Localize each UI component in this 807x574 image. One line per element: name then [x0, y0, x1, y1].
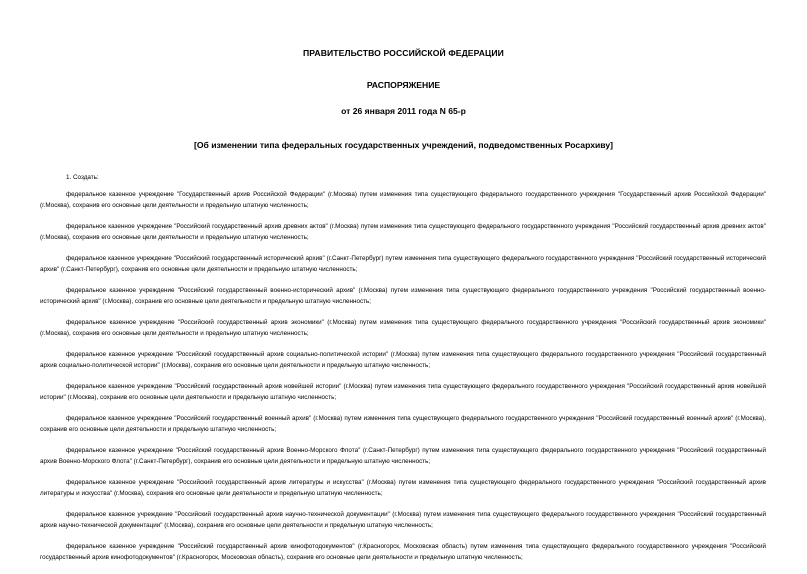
list-item: федеральное казенное учреждение "Государственный архив Российской Федерации" (г.Москва) путем изменения типа существующего федерального государственного учреждения "Государственный архив Российской Федерации" (г.Москва), сохранив его основные цели деятельности и предельную штатную численность;	[40, 191, 766, 209]
clause-intro: 1. Создать:	[66, 174, 99, 181]
document-date-number: от 26 января 2011 года N 65-р	[341, 106, 466, 116]
list-item: федеральное казенное учреждение "Российский государственный военный архив" (г.Москва) путем изменения типа существующего федерального государственного учреждения "Российский государственный военный архив" (г.Москва), сохранив его основные цели деятельности и предельную штатную численность;	[40, 415, 766, 433]
document-type-heading: РАСПОРЯЖЕНИЕ	[366, 80, 441, 90]
list-item: федеральное казенное учреждение "Российский государственный архив новейшей истории" (г.Москва) путем изменения типа существующего федерального государственного учреждения "Российский государственный архив новейшей истории" (г.Москва), сохранив его основные цели деятельности и предельную штатную численность;	[40, 383, 766, 401]
list-item: федеральное казенное учреждение "Российский государственный исторический архив" (г.Санкт-Петербург) путем изменения типа существующего федерального государственного учреждения "Российский государственный исторический архив" (г.Санкт-Петербург), сохранив его основные цели деятельности и предельную штатную численность;	[40, 255, 766, 273]
list-item: федеральное казенное учреждение "Российский государственный архив древних актов" (г.Москва) путем изменения типа существующего федерального государственного учреждения "Российский государственный архив древних актов" (г.Москва), сохранив его основные цели деятельности и предельную штатную численность;	[40, 223, 766, 241]
list-item: федеральное казенное учреждение "Российский государственный военно-исторический архив" (г.Москва) путем изменения типа существующего федерального государственного учреждения "Российский государственный военно-исторический архив" (г.Москва), сохранив его основные цели деятельности и предельную штатную численность;	[40, 287, 766, 305]
list-item: федеральное казенное учреждение "Российский государственный архив литературы и искусства" (г.Москва) путем изменения типа существующего федерального государственного учреждения "Российский государственный архив литературы и искусства" (г.Москва), сохранив его основные цели деятельности и предельную штатную численность;	[40, 479, 766, 497]
list-item: федеральное казенное учреждение "Российский государственный архив Военно-Морского Флота" (г.Санкт-Петербург) путем изменения типа существующего федерального государственного учреждения "Российский государственный архив Военно-Морского Флота" (г.Санкт-Петербург), сохранив его основные цели деятельности и предельную штатную численность;	[40, 447, 766, 465]
list-item: федеральное казенное учреждение "Российский государственный архив экономики" (г.Москва) путем изменения типа существующего федерального государственного учреждения "Российский государственный архив экономики" (г.Москва), сохранив его основные цели деятельности и предельную штатную численность;	[40, 319, 766, 337]
list-item: федеральное казенное учреждение "Российский государственный архив научно-технической документации" (г.Москва) путем изменения типа существующего федерального государственного учреждения "Российский государственный архив научно-технической документации" (г.Москва), сохранив его основные цели деятельности и предельную штатную численность;	[40, 511, 766, 529]
list-item: федеральное казенное учреждение "Российский государственный архив кинофотодокументов" (г.Красногорск, Московская область) путем изменения типа существующего федерального государственного учреждения "Российский государственный архив кинофотодокументов" (г.Красногорск, Московская область), сохранив его основные цели деятельности и предельную штатную численность;	[40, 543, 766, 561]
document-title: [Об изменении типа федеральных государственных учреждений, подведомственных Росархиву]	[194, 140, 613, 150]
government-heading: ПРАВИТЕЛЬСТВО РОССИЙСКОЙ ФЕДЕРАЦИИ	[303, 48, 504, 58]
list-item: федеральное казенное учреждение "Российский государственный архив социально-политической истории" (г.Москва) путем изменения типа существующего федерального государственного учреждения "Российский государственный архив социально-политической истории" (г.Москва), сохранив его основные цели деятельности и предельную штатную численность;	[40, 351, 766, 369]
institution-list	[40, 190, 766, 574]
